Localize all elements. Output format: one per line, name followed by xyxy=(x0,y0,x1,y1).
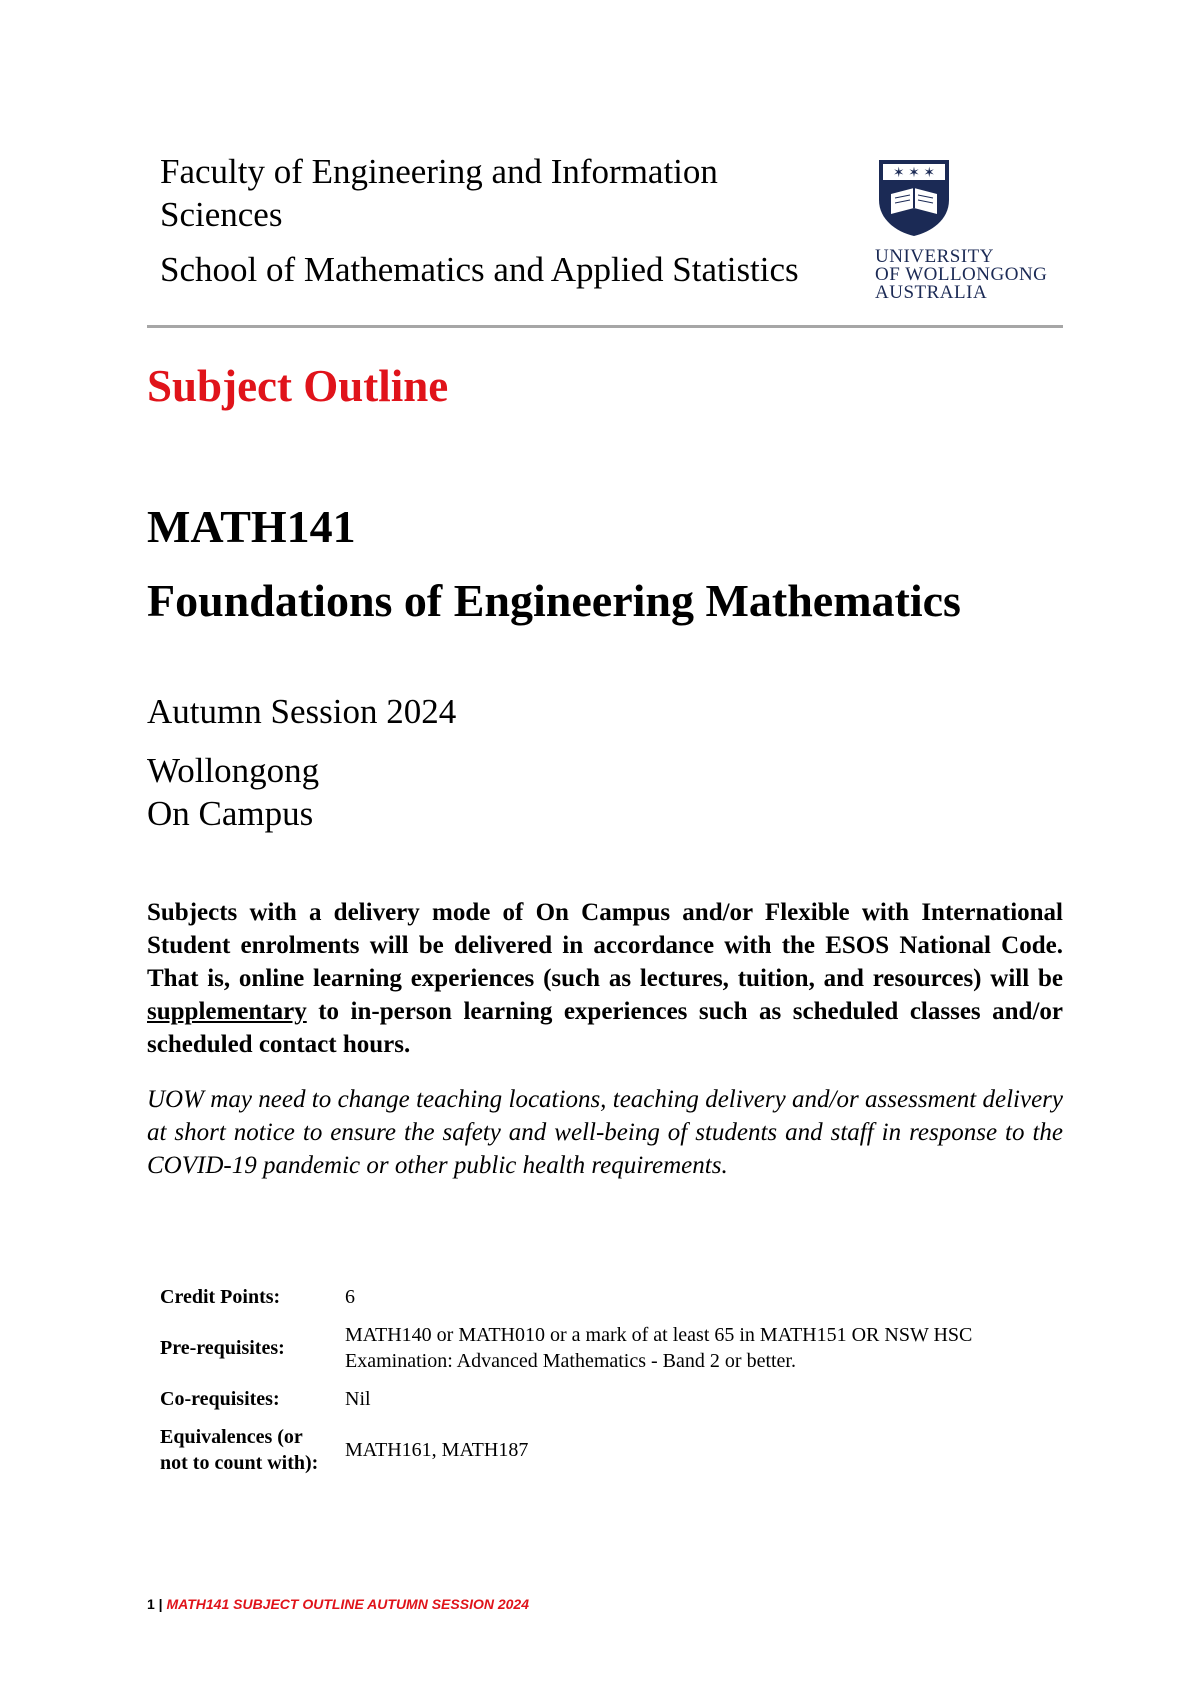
footer-title: MATH141 SUBJECT OUTLINE AUTUMN SESSION 2024 xyxy=(166,1596,529,1612)
delivery-mode: On Campus xyxy=(147,794,314,833)
wordmark-line-3: AUSTRALIA xyxy=(875,282,988,303)
page-footer xyxy=(147,1596,529,1612)
detail-label: Co-requisites: xyxy=(160,1388,280,1410)
table-row xyxy=(150,1380,1095,1418)
subject-code: MATH141 xyxy=(147,501,356,552)
wordmark-line-1: UNIVERSITY xyxy=(875,246,994,267)
page-number: 1 | xyxy=(147,1596,163,1612)
delivery-info xyxy=(147,749,319,835)
detail-label: Credit Points: xyxy=(160,1286,281,1308)
university-wordmark xyxy=(875,248,1047,302)
header-divider xyxy=(147,325,1063,328)
university-logo xyxy=(875,156,1055,306)
subject-details-table xyxy=(150,1278,1095,1482)
covid-notice: UOW may need to change teaching locations, teaching delivery and/or assessment delivery at short notice to ensure the safety and well-being of students and staff in response to the COVID-19 pandemic or other public health requirements. xyxy=(147,1086,1063,1179)
university-crest-icon xyxy=(875,156,953,238)
wordmark-line-2: OF WOLLONGONG xyxy=(875,264,1048,285)
detail-value: 6 xyxy=(345,1286,355,1308)
detail-label: Pre-requisites: xyxy=(160,1337,285,1359)
session: Autumn Session 2024 xyxy=(147,692,457,731)
table-row xyxy=(150,1316,1095,1380)
faculty-name: Faculty of Engineering and Information Sciences xyxy=(160,152,718,234)
document-heading: Subject Outline xyxy=(147,361,449,411)
table-row xyxy=(150,1418,1095,1482)
esos-text-2: to in-person learning experiences such as scheduled classes and/or scheduled contact hours. xyxy=(147,998,1063,1058)
subject-name: Foundations of Engineering Mathematics xyxy=(147,575,961,626)
detail-label: Equivalences (or not to count with): xyxy=(160,1426,319,1474)
table-row xyxy=(150,1278,1095,1316)
school-name: School of Mathematics and Applied Statistics xyxy=(160,250,799,289)
detail-value: MATH140 or MATH010 or a mark of at least 65 in MATH151 OR NSW HSC Examination: Advanced Mathematics - Band 2 or better. xyxy=(345,1324,973,1372)
esos-underlined-word: supplementary xyxy=(147,998,307,1025)
location: Wollongong xyxy=(147,751,320,790)
svg-text:✶ ✶ ✶: ✶ ✶ ✶ xyxy=(892,166,936,181)
header xyxy=(160,150,840,291)
esos-statement xyxy=(147,896,1063,1061)
detail-value: MATH161, MATH187 xyxy=(345,1439,529,1461)
detail-value: Nil xyxy=(345,1388,371,1410)
esos-text-1: Subjects with a delivery mode of On Campus and/or Flexible with International Student enrolments will be delivered in accordance with the ESOS National Code. That is, online learning experiences (such as lectures, tuition, and resources) will be xyxy=(147,899,1063,992)
